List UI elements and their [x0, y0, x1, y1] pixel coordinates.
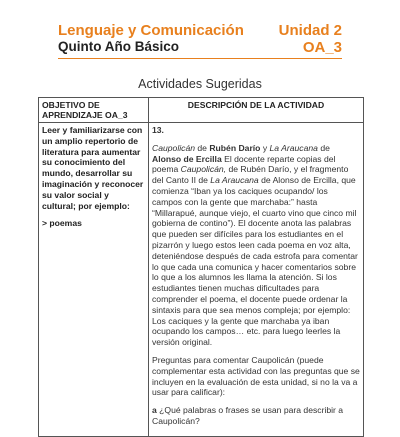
question-a — [152, 405, 360, 427]
description-cell — [149, 123, 364, 437]
table-header-row — [39, 98, 364, 123]
text-run: El docente reparte copias del poema — [152, 153, 336, 175]
header-left — [58, 22, 244, 55]
text-run: de — [195, 142, 210, 153]
question-text: ¿Qué palabras o frases se usan para describir a Caupolicán? — [152, 405, 344, 426]
questions-intro: Preguntas para comentar Caupolicán (puede complementar esta actividad con las preguntas que se incluyen en la evaluación de esta unidad, si no la va a usar para calificar): — [152, 354, 360, 398]
header-divider — [58, 58, 342, 59]
grade-title: Quinto Año Básico — [58, 39, 179, 54]
description-column-header: DESCRIPCIÓN DE LA ACTIVIDAD — [149, 98, 364, 123]
text-run: de Alonso de Ercilla, que comienza “Iban ya los caciques ocupando/ los campos con la gente que marchaba:” hasta “Millarapué, aunque viejo, el cuarto vino que cinco mil gobierna de contino”). El docente anota las palabras que pueden ser difíciles para los estudiantes en el pizarrón y luego estos leen cada poema en voz alta, deteniéndose después de cada estrofa para comentar lo que cada una comunica y hacer comentarios sobre lo que a los alumnos les llama la atención. Si los estudiantes tienen muchas dificultades para comprender el poema, el docente puede ordenar la sintaxis para que sea menos compleja; por ejemplo: Los caciques y la gente que marchaba ya iban ocupando los campos… etc. para luego leerles la versión original. — [152, 175, 358, 348]
header-right — [279, 22, 342, 56]
unit-title: Unidad 2 — [278, 22, 342, 39]
poem-title: Caupolicán — [152, 142, 195, 153]
objective-text: Leer y familiarizarse con un amplio repertorio de literatura para aumentar su conocimiento del mundo, desarrollar su imaginación y reconocer su valor social y cultural; por ejemplo: — [42, 125, 144, 211]
poem-title: Caupolicán, — [180, 164, 227, 175]
activities-table — [38, 97, 364, 437]
poem-title: La Araucana — [210, 175, 259, 186]
question-label: a — [152, 405, 157, 416]
activity-paragraph — [152, 143, 360, 348]
objective-bullet: > poemas — [42, 218, 82, 229]
author-name: Alonso de Ercilla — [152, 153, 222, 164]
subject-title: Lenguaje y Comunicación — [58, 22, 244, 39]
text-run: de Rubén Darío, y el fragmento del Canto II de — [152, 164, 349, 186]
text-run: de — [317, 142, 330, 153]
text-run: y — [260, 142, 270, 153]
table-row — [39, 123, 364, 437]
page-header — [58, 22, 342, 56]
activity-number: 13. — [152, 125, 164, 135]
objective-column-header: OBJETIVO DE APRENDIZAJE OA_3 — [39, 98, 149, 123]
objective-code: OA_3 — [302, 39, 342, 56]
poem-title: La Araucana — [269, 142, 318, 153]
objective-cell — [39, 123, 149, 437]
section-title: Actividades Sugeridas — [138, 77, 262, 91]
author-name: Rubén Darío — [209, 142, 261, 153]
